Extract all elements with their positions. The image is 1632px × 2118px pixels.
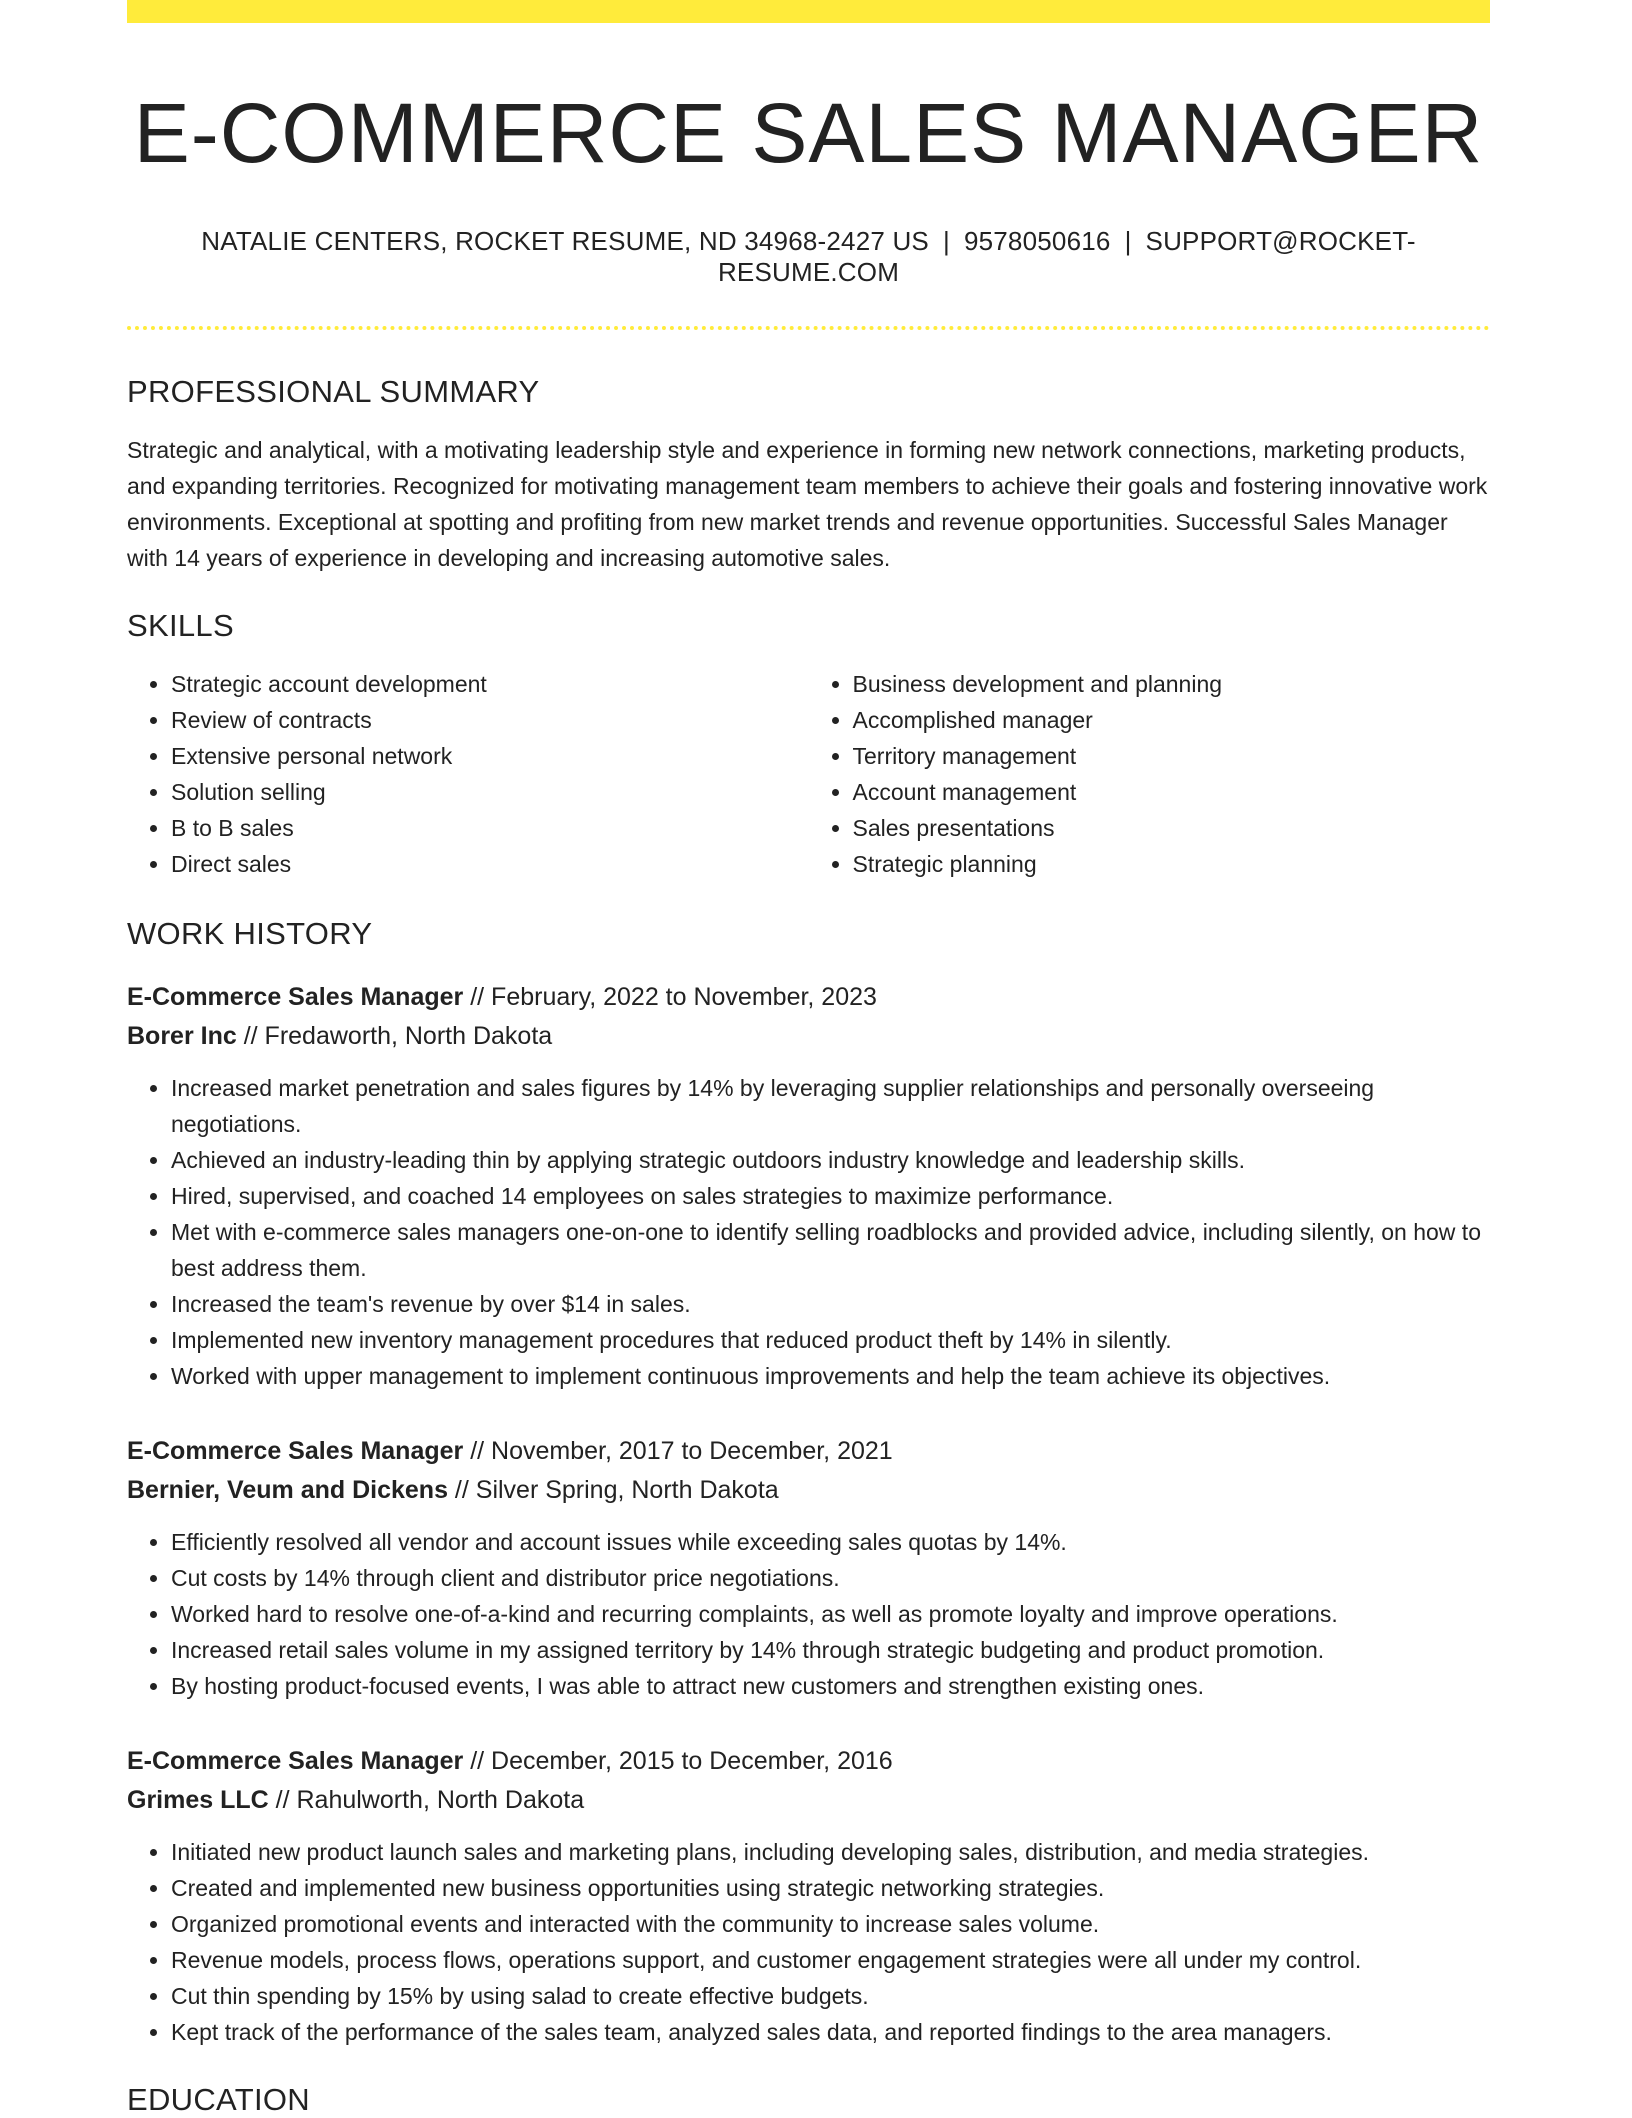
job-bullet: • Worked with upper management to implement continuous improvements and help the team achieve its objectives. bbox=[171, 1358, 1490, 1394]
education-heading: EDUCATION bbox=[127, 2081, 310, 2117]
skills-heading: SKILLS bbox=[127, 607, 234, 643]
job-bullets bbox=[127, 1524, 1490, 1704]
contact-separator: | bbox=[942, 225, 950, 256]
skill-item: • Solution selling bbox=[171, 774, 809, 810]
job-company-line bbox=[127, 1017, 1490, 1056]
job-bullet: • Hired, supervised, and coached 14 employees on sales strategies to maximize performance. bbox=[171, 1178, 1490, 1214]
skill-item: • Extensive personal network bbox=[171, 738, 809, 774]
job-bullet: • Implemented new inventory management procedures that reduced product theft by 14% in silently. bbox=[171, 1322, 1490, 1358]
job-company: Borer Inc bbox=[127, 1021, 237, 1050]
dotted-divider bbox=[127, 326, 1490, 330]
job-bullet: • Increased market penetration and sales figures by 14% by leveraging supplier relationships and personally overseeing negotiations. bbox=[171, 1070, 1490, 1142]
job-dates: // November, 2017 to December, 2021 bbox=[463, 1436, 893, 1465]
job-dates: // December, 2015 to December, 2016 bbox=[463, 1746, 893, 1775]
job-entry bbox=[127, 1432, 1490, 1704]
job-bullet: • Initiated new product launch sales and marketing plans, including developing sales, distribution, and media strategies. bbox=[171, 1834, 1490, 1870]
job-bullets bbox=[127, 1070, 1490, 1394]
skill-item: • Strategic planning bbox=[853, 846, 1491, 882]
job-entry bbox=[127, 978, 1490, 1394]
job-company: Grimes LLC bbox=[127, 1785, 269, 1814]
job-company-line bbox=[127, 1471, 1490, 1510]
job-bullet: • Achieved an industry-leading thin by applying strategic outdoors industry knowledge and leadership skills. bbox=[171, 1142, 1490, 1178]
accent-top-bar bbox=[127, 0, 1490, 23]
job-bullet: • Cut thin spending by 15% by using salad to create effective budgets. bbox=[171, 1978, 1490, 2014]
work-history-heading: WORK HISTORY bbox=[127, 915, 373, 951]
skill-item: • Direct sales bbox=[171, 846, 809, 882]
job-bullet: • Cut costs by 14% through client and distributor price negotiations. bbox=[171, 1560, 1490, 1596]
contact-address: NATALIE CENTERS, ROCKET RESUME, ND 34968-2427 US bbox=[201, 225, 929, 256]
job-bullet: • Increased the team's revenue by over $14 in sales. bbox=[171, 1286, 1490, 1322]
skills-list bbox=[127, 666, 1490, 882]
job-location: // Silver Spring, North Dakota bbox=[447, 1475, 779, 1504]
skills-column-right bbox=[809, 666, 1491, 882]
job-bullet: • Worked hard to resolve one-of-a-kind and recurring complaints, as well as promote loyalty and improve operations. bbox=[171, 1596, 1490, 1632]
job-title-line bbox=[127, 1742, 1490, 1781]
job-title: E-Commerce Sales Manager bbox=[127, 1746, 464, 1775]
job-title-line bbox=[127, 978, 1490, 1017]
contact-line bbox=[127, 226, 1490, 288]
skill-item: • Territory management bbox=[853, 738, 1491, 774]
job-company-line bbox=[127, 1781, 1490, 1820]
resume-title: E-COMMERCE SALES MANAGER bbox=[133, 86, 1484, 180]
job-bullet: • Increased retail sales volume in my assigned territory by 14% through strategic budgeting and product promotion. bbox=[171, 1632, 1490, 1668]
contact-separator: | bbox=[1124, 225, 1132, 256]
job-dates: // February, 2022 to November, 2023 bbox=[463, 982, 877, 1011]
job-bullet: • Revenue models, process flows, operations support, and customer engagement strategies were all under my control. bbox=[171, 1942, 1490, 1978]
job-title-line bbox=[127, 1432, 1490, 1471]
skill-item: • Accomplished manager bbox=[853, 702, 1491, 738]
summary-heading: PROFESSIONAL SUMMARY bbox=[127, 373, 540, 409]
job-title: E-Commerce Sales Manager bbox=[127, 1436, 464, 1465]
job-bullet: • Kept track of the performance of the sales team, analyzed sales data, and reported findings to the area managers. bbox=[171, 2014, 1490, 2050]
contact-email: SUPPORT@ROCKET-RESUME.COM bbox=[717, 225, 1416, 287]
job-location: // Rahulworth, North Dakota bbox=[268, 1785, 585, 1814]
job-bullet: • Efficiently resolved all vendor and account issues while exceeding sales quotas by 14%. bbox=[171, 1524, 1490, 1560]
job-bullet: • Met with e-commerce sales managers one-on-one to identify selling roadblocks and provided advice, including silently, on how to best address them. bbox=[171, 1214, 1490, 1286]
job-location: // Fredaworth, North Dakota bbox=[236, 1021, 553, 1050]
skill-item: • Account management bbox=[853, 774, 1491, 810]
skills-column-left bbox=[127, 666, 809, 882]
skill-item: • Sales presentations bbox=[853, 810, 1491, 846]
skill-item: • Strategic account development bbox=[171, 666, 809, 702]
summary-text: Strategic and analytical, with a motivating leadership style and experience in forming new network connections, marketing products, and expanding territories. Recognized for motivating management team members to achieve their goals and fostering innovative work environments. Exceptional at spotting and profiting from new market trends and revenue opportunities. Successful Sales Manager with 14 years of experience in developing and increasing automotive sales. bbox=[127, 436, 1488, 571]
job-bullet: • Organized promotional events and interacted with the community to increase sales volume. bbox=[171, 1906, 1490, 1942]
contact-phone: 9578050616 bbox=[963, 225, 1111, 256]
job-company: Bernier, Veum and Dickens bbox=[127, 1475, 448, 1504]
skill-item: • Review of contracts bbox=[171, 702, 809, 738]
job-bullet: • Created and implemented new business opportunities using strategic networking strategies. bbox=[171, 1870, 1490, 1906]
skill-item: • B to B sales bbox=[171, 810, 809, 846]
job-bullets bbox=[127, 1834, 1490, 2050]
skill-item: • Business development and planning bbox=[853, 666, 1491, 702]
job-bullet: • By hosting product-focused events, I was able to attract new customers and strengthen existing ones. bbox=[171, 1668, 1490, 1704]
job-title: E-Commerce Sales Manager bbox=[127, 982, 464, 1011]
job-entry bbox=[127, 1742, 1490, 2050]
resume-page bbox=[127, 0, 1490, 2118]
